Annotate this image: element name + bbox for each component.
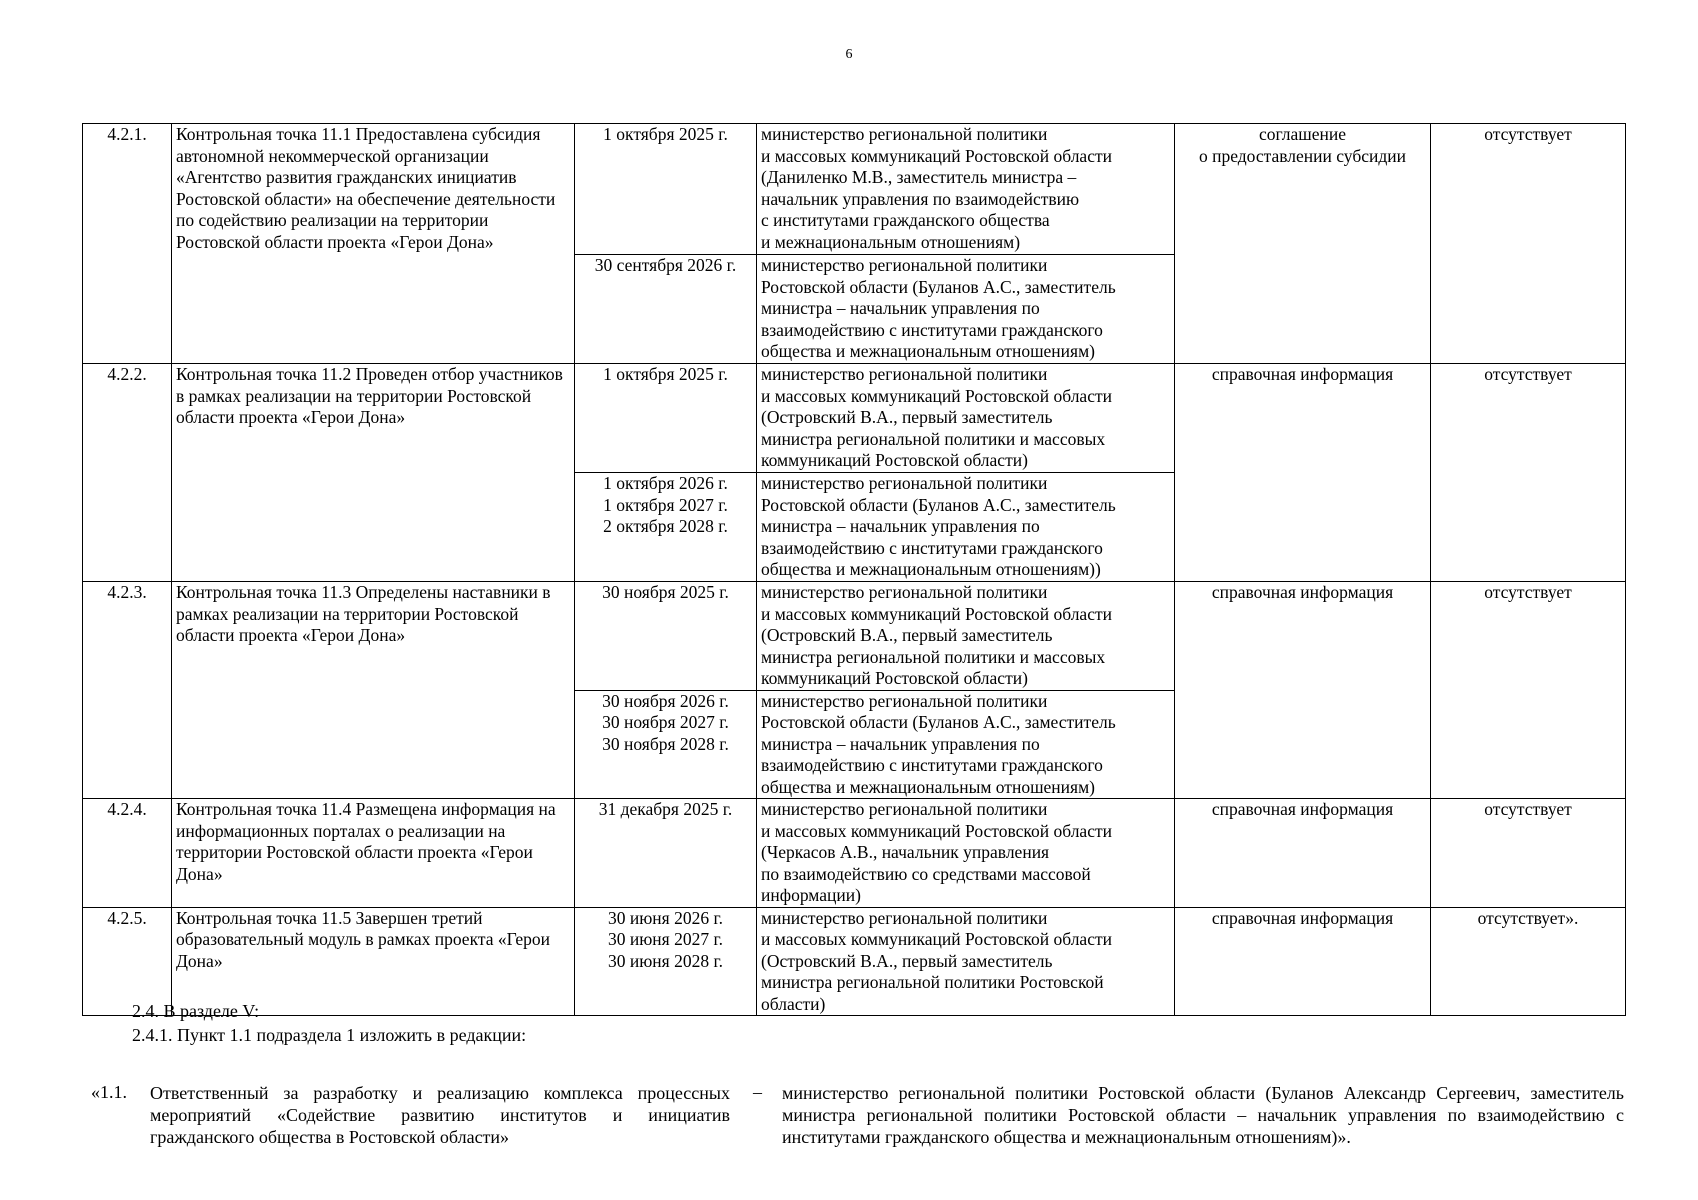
responsible-executor: министерство региональной политики Ростовской области (Буланов А.С., заместитель министра – начальник управления по взаимодействию с институтами гражданского общества и межнациональным отношениям)) — [757, 473, 1175, 582]
responsible-executor: министерство региональной политики Ростовской области (Буланов А.С., заместитель министра – начальник управления по взаимодействию с институтами гражданского общества и межнациональным отношениям) — [757, 690, 1175, 799]
deadline-date: 30 ноября 2025 г. — [575, 582, 757, 691]
deadline-date: 30 июня 2026 г. 30 июня 2027 г. 30 июня 2028 г. — [575, 907, 757, 1016]
document-type: справочная информация — [1175, 799, 1431, 908]
row-number: 4.2.5. — [83, 907, 172, 1016]
responsible-executor: министерство региональной политики и массовых коммуникаций Ростовской области (Островский В.А., первый заместитель министра региональной политики и массовых коммуникаций Ростовской области) — [757, 364, 1175, 473]
deadline-date: 31 декабря 2025 г. — [575, 799, 757, 908]
responsible-executor: министерство региональной политики и массовых коммуникаций Ростовской области (Черкасов А.В., начальник управления по взаимодействию со средствами массовой информации) — [757, 799, 1175, 908]
responsible-executor: министерство региональной политики Ростовской области (Буланов А.С., заместитель министра – начальник управления по взаимодействию с институтами гражданского общества и межнациональным отношениям) — [757, 255, 1175, 364]
document-type: справочная информация — [1175, 364, 1431, 582]
table-row — [83, 907, 1626, 1016]
page-number: 6 — [845, 47, 853, 62]
info-system: отсутствует — [1431, 124, 1626, 364]
document-type: соглашение о предоставлении субсидии — [1175, 124, 1431, 364]
deadline-date: 30 сентября 2026 г. — [575, 255, 757, 364]
control-point-title: Контрольная точка 11.3 Определены наставники в рамках реализации на территории Ростовской области проекта «Герои Дона» — [172, 582, 575, 799]
deadline-date: 1 октября 2026 г. 1 октября 2027 г. 2 октября 2028 г. — [575, 473, 757, 582]
info-system: отсутствует». — [1431, 907, 1626, 1016]
table-row — [83, 799, 1626, 908]
info-system: отсутствует — [1431, 364, 1626, 582]
row-number: 4.2.2. — [83, 364, 172, 582]
row-number: 4.2.4. — [83, 799, 172, 908]
section-paragraph: 2.4. В разделе V: — [132, 1001, 260, 1021]
info-system: отсутствует — [1431, 799, 1626, 908]
control-point-title: Контрольная точка 11.5 Завершен третий образовательный модуль в рамках проекта «Герои Дона» — [172, 907, 575, 1016]
deadline-date: 1 октября 2025 г. — [575, 364, 757, 473]
deadline-date: 1 октября 2025 г. — [575, 124, 757, 255]
table-row — [83, 124, 1626, 255]
control-point-title: Контрольная точка 11.4 Размещена информация на информационных порталах о реализации на территории Ростовской области проекта «Герои Дона» — [172, 799, 575, 908]
item-number: «1.1. — [91, 1082, 127, 1102]
item-dash: – — [753, 1082, 762, 1102]
row-number: 4.2.1. — [83, 124, 172, 364]
table-row — [83, 364, 1626, 473]
responsible-executor: министерство региональной политики и массовых коммуникаций Ростовской области (Островский В.А., первый заместитель министра региональной политики и массовых коммуникаций Ростовской области) — [757, 582, 1175, 691]
subsection-paragraph: 2.4.1. Пункт 1.1 подраздела 1 изложить в редакции: — [132, 1025, 527, 1045]
control-point-title: Контрольная точка 11.1 Предоставлена субсидия автономной некоммерческой организации «Агентство развития гражданских инициатив Ростовской области» на обеспечение деятельности по содействию реализации на территории Ростовской области проекта «Герои Дона» — [172, 124, 575, 364]
document-type: справочная информация — [1175, 582, 1431, 799]
info-system: отсутствует — [1431, 582, 1626, 799]
row-number: 4.2.3. — [83, 582, 172, 799]
table-row — [83, 582, 1626, 691]
item-left-text: Ответственный за разработку и реализацию комплекса процессных мероприятий «Содействие развитию институтов и инициатив гражданского общества в Ростовской области» — [150, 1083, 730, 1147]
responsible-executor: министерство региональной политики и массовых коммуникаций Ростовской области (Островский В.А., первый заместитель министра региональной политики Ростовской области) — [757, 907, 1175, 1016]
document-type: справочная информация — [1175, 907, 1431, 1016]
item-right-text: министерство региональной политики Ростовской области (Буланов Александр Сергеевич, заместитель министра региональной политики Ростовской области – начальник управления по взаимодействию с институтами гражданского общества и межнациональным отношениям)». — [782, 1083, 1624, 1147]
control-points-table — [82, 123, 1626, 1016]
control-point-title: Контрольная точка 11.2 Проведен отбор участников в рамках реализации на территории Ростовской области проекта «Герои Дона» — [172, 364, 575, 582]
deadline-date: 30 ноября 2026 г. 30 ноября 2027 г. 30 ноября 2028 г. — [575, 690, 757, 799]
responsible-executor: министерство региональной политики и массовых коммуникаций Ростовской области (Даниленко М.В., заместитель министра – начальник управления по взаимодействию с институтами гражданского общества и межнациональным отношениям) — [757, 124, 1175, 255]
